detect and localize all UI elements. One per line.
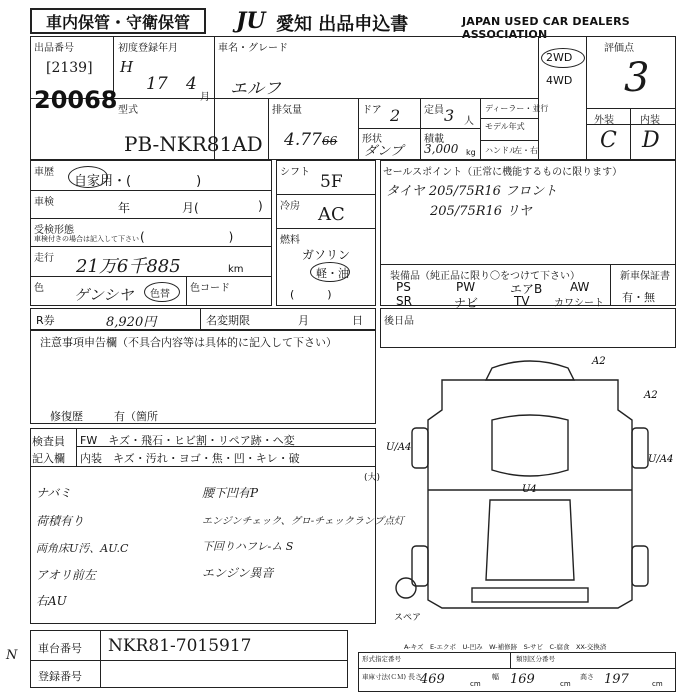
class-number-label: 類別区分番号 [516, 655, 555, 663]
color-value: ゲンシヤ [74, 286, 134, 304]
note-line-6: 下回りハフレ-ム S [202, 540, 294, 553]
inspector-row-2: 内装 キズ・汚れ・ヨゴ・焦・凹・キレ・破 [80, 452, 300, 465]
height-name: 高さ [580, 673, 594, 681]
left-rear-wheel [412, 546, 428, 586]
name-change-day: 日 [352, 314, 363, 327]
form-number-label: 形式指定番号 [362, 655, 401, 663]
cab-outline [486, 361, 574, 380]
cab-roof [492, 415, 568, 476]
recycle-row [30, 308, 376, 330]
note-line-8: エンジン異音 [202, 566, 274, 580]
spare-tire [396, 578, 416, 598]
width-unit: cm [560, 680, 571, 688]
storage-stamp [30, 8, 206, 34]
doors-label: ドア [362, 105, 382, 116]
selling-point-line-2: 205/75R16 リヤ [430, 204, 532, 219]
recycle-value: 8,920円 [106, 315, 157, 330]
drive-2wd: 2WD [546, 51, 573, 64]
right-front-wheel [632, 428, 648, 468]
selling-points-label: セールスポイント（正常に機能するものに限ります） [383, 167, 623, 178]
note-line-2: 腰下凹有P [202, 486, 259, 500]
note-line-9: 右AU [36, 594, 67, 608]
mileage-label: 走行 [34, 253, 54, 264]
mileage-unit: km [228, 264, 244, 275]
name-change-month: 月 [298, 314, 309, 327]
equip-tv: TV [514, 294, 530, 308]
receipt-note: 車検付きの場合は記入して下さい [34, 235, 139, 243]
lot-bracket: [2139] [46, 60, 93, 76]
mark-center: U4 [522, 484, 537, 495]
chassis-label: 車台番号 [38, 642, 82, 655]
plate-label: 登録番号 [38, 670, 82, 683]
left-front-wheel [412, 428, 428, 468]
dealer-label: ディーラー・並行 [485, 104, 549, 113]
displacement-value: 4.77 [284, 130, 322, 150]
capacity-value: 3 [444, 106, 455, 125]
shift-value: 5F [320, 172, 343, 192]
length-value: 469 [420, 672, 445, 687]
model-name-label: 車名・グレード [218, 43, 288, 54]
interior-value: D [642, 128, 660, 153]
registration-era: H [120, 58, 134, 76]
inspection-label: 車検 [34, 197, 54, 208]
damage-legend: A-キズ E-エクボ U-凹み W-補修跡 S-サビ C-腐食 XX-交換済 [404, 643, 607, 651]
capacity-unit: 人 [464, 116, 474, 127]
ac-value: AC [318, 204, 345, 225]
inspection-year-unit: 年 [118, 201, 131, 215]
receipt-label: 受検形態 [34, 225, 74, 236]
rear-items-label: 後日品 [384, 316, 414, 327]
evaluation-value: 3 [624, 55, 650, 101]
rear-items-box [380, 308, 676, 348]
notes-label: 注意事項申告欄（不具合内容等は具体的に記入して下さい） [40, 336, 337, 349]
capacity-label: 定員 [424, 105, 444, 116]
width-value: 169 [510, 672, 535, 687]
equip-ps: PS [396, 280, 411, 294]
equip-aw: AW [570, 280, 590, 294]
equipment-grid [384, 278, 608, 310]
payload-value: 3,000 [424, 142, 459, 156]
shift-label: シフト [280, 167, 310, 178]
evaluation-label: 評価点 [604, 43, 634, 54]
body-shape-label: 形状 [362, 134, 382, 145]
handle-label: ハンドル [485, 146, 517, 155]
displacement-label: 排気量 [272, 105, 302, 116]
note-line-4: エンジンチェック、グロ-チェックランプ点灯 [202, 516, 404, 527]
handle-options: 左・右 [514, 146, 538, 155]
inspection-end: ) [258, 199, 263, 213]
lot-label: 出品番号 [34, 43, 74, 54]
note-line-1: ナバミ [36, 486, 72, 500]
inspector-label: 検査員 [32, 435, 65, 448]
mileage-value: 21万6千885 [76, 256, 181, 277]
front-bumper [472, 588, 588, 602]
inspector-row-1: FW キズ・飛石・ヒビ割・リペア跡・ヘ変 [80, 434, 295, 447]
note-line-3: 荷積有り [36, 514, 85, 528]
warranty-value: 有・無 [622, 291, 655, 304]
equip-airbag: エアB [510, 282, 543, 296]
storage-stamp-text: 車内保管・守衛保管 [45, 12, 190, 32]
color-label: 色 [34, 283, 44, 294]
registration-month-unit: 月 [200, 92, 210, 103]
height-value: 197 [604, 672, 629, 687]
payload-label: 積載 [424, 134, 444, 145]
mark-right-mid: U/A4 [648, 454, 674, 465]
margin-letter: N [6, 648, 18, 663]
model-code-label: 型式 [118, 105, 138, 116]
fuel-value-2: 軽・油 [316, 267, 349, 280]
ju-logo-text: JU [236, 8, 266, 34]
registration-month: 4 [186, 74, 197, 94]
doors-value: 2 [390, 106, 401, 125]
receipt-paren: ( ) [140, 230, 234, 244]
selling-point-line-1: タイヤ 205/75R16 フロント [386, 184, 558, 199]
lot-number: 20068 [34, 86, 118, 114]
form-title: 愛知 出品申込書 [276, 14, 409, 35]
registration-label: 初度登録年月 [118, 43, 178, 54]
color-change-tag: 色替 [150, 289, 170, 300]
recycle-label: R券 [36, 314, 55, 327]
equip-leather-seat: カワシート [554, 298, 604, 309]
drive-4wd: 4WD [546, 74, 573, 87]
interior-label: 内装 [640, 115, 660, 126]
name-change-label: 名変期限 [206, 314, 250, 327]
inspection-month-unit: 月( [182, 201, 199, 215]
equip-sr: SR [396, 294, 412, 308]
color-code-label: 色コード [190, 283, 230, 294]
right-rear-wheel [632, 546, 648, 586]
bed-outline [486, 500, 574, 580]
repair-value: 有（箇所 [114, 410, 158, 423]
mark-left-mid: U/A4 [386, 442, 412, 453]
history-label: 車歴 [34, 167, 54, 178]
payload-unit: kg [466, 148, 476, 157]
mark-right-top: A2 [644, 390, 658, 401]
fuel-value-1: ガソリン [302, 248, 351, 262]
repair-label: 修復歴 [50, 410, 83, 423]
chassis-value: NKR81-7015917 [108, 636, 252, 656]
exterior-label: 外装 [594, 115, 614, 126]
entry-label: 記入欄 [32, 452, 65, 465]
length-name: 長さ [408, 673, 422, 681]
body-shape-value: ダンプ [364, 144, 404, 159]
note-line-7: アオリ前左 [36, 568, 96, 582]
equip-navi: ナビ [454, 296, 479, 310]
fuel-paren: ( ) [290, 288, 332, 301]
note-line-5: 両角床U汚、AU.C [36, 542, 129, 555]
exterior-value: C [600, 128, 617, 153]
ac-label: 冷房 [280, 201, 300, 212]
spare-label: スペア [394, 613, 422, 623]
width-name: 幅 [492, 673, 499, 681]
equip-pw: PW [456, 280, 476, 294]
warranty-label: 新車保証書 [620, 271, 670, 282]
displacement-struck: 66 [322, 134, 338, 148]
mark-top: A2 [592, 356, 606, 367]
registration-year: 17 [146, 74, 168, 94]
fuel-label: 燃料 [280, 235, 300, 246]
model-year-label: モデル年式 [485, 122, 525, 131]
car-damage-diagram [382, 350, 678, 630]
length-unit: cm [470, 680, 481, 688]
garage-dims-label: 車庫寸法(ＣＭ) [362, 673, 407, 681]
ju-logo [236, 8, 266, 34]
equipment-label: 装備品（純正品に限り〇をつけて下さい） [390, 271, 580, 282]
model-name-value: エルフ [230, 79, 281, 99]
inspector-mark: (大) [364, 473, 381, 483]
height-unit: cm [652, 680, 663, 688]
association-name: JAPAN USED CAR DEALERS ASSOCIATION [462, 15, 630, 41]
history-value: 自家用・( ) [74, 174, 202, 189]
model-code-value: PB-NKR81AD [124, 132, 263, 156]
